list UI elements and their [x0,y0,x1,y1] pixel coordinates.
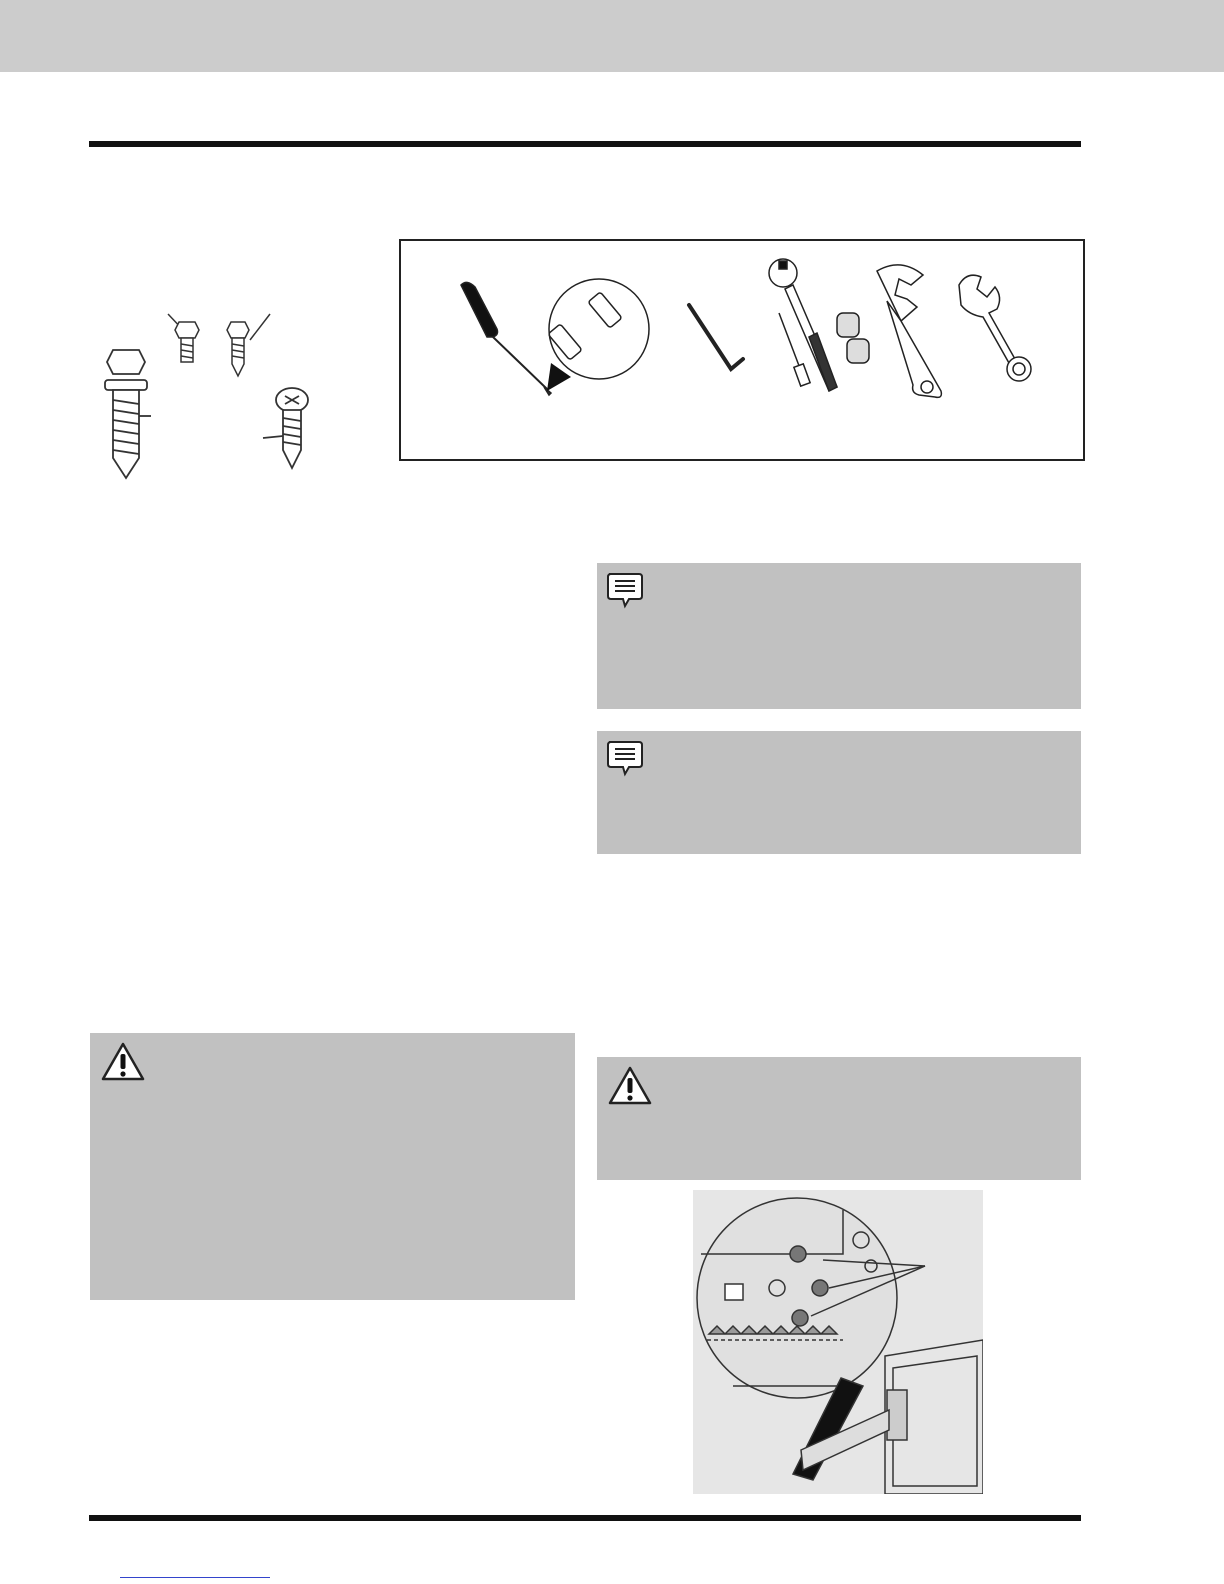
screws-illustration [95,300,355,485]
tools-box [399,239,1085,461]
screwdriver-bits [547,279,649,391]
warning-icon [100,1041,146,1083]
bottom-rule [89,1515,1081,1521]
note-box-1 [597,563,1081,709]
adjustable-wrench [877,265,941,398]
top-rule [89,141,1081,147]
warning-box-2 [597,1057,1081,1180]
warning-box-1 [90,1033,575,1300]
header-band [0,0,1224,72]
combination-wrench [959,275,1031,381]
large-hex-lag-screw [105,350,151,478]
bracket-detail-illustration [693,1190,983,1494]
tools-illustration [401,241,1083,459]
small-hex-screw [168,314,199,362]
small-phillips-screw [227,314,270,376]
screwdriver [461,282,551,395]
note-icon [605,739,645,777]
large-oval-head-screw [263,388,308,468]
note-box-2 [597,731,1081,854]
note-icon [605,571,645,609]
ratchet-with-extension-and-sockets [769,259,869,391]
footer-link-underline[interactable] [120,1577,270,1578]
hex-key [689,305,743,369]
warning-icon [607,1065,653,1107]
